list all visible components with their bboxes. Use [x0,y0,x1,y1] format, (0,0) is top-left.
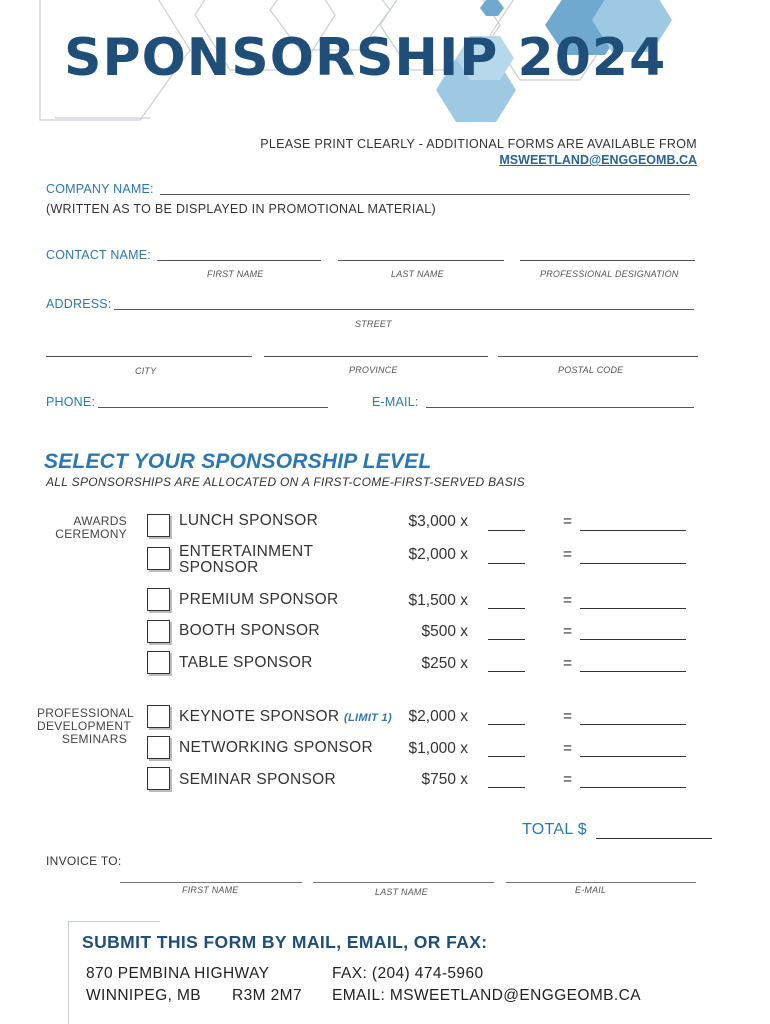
option-name: SEMINAR SPONSOR [179,771,336,788]
street-caption: STREET [355,319,392,329]
booth-sponsor-checkbox[interactable] [147,620,170,643]
option-name: NETWORKING SPONSOR [179,739,373,756]
price-value: $500 [421,623,456,640]
amount-field[interactable] [580,608,686,609]
times-sign: x [460,708,468,725]
price-value: $750 [421,771,456,788]
equals-sign: = [563,655,573,672]
option-price [409,592,468,610]
option-price [409,740,468,758]
quantity-field[interactable] [488,756,525,757]
amount-field[interactable] [580,724,686,725]
company-name-label: COMPANY NAME: [46,182,154,196]
price-value: $2,000 [408,708,456,725]
equals-sign: = [563,740,573,757]
amount-field[interactable] [580,639,686,640]
networking-sponsor-checkbox[interactable] [147,736,170,759]
invoice-last-name-field[interactable] [313,882,494,883]
company-name-note: (WRITTEN AS TO BE DISPLAYED IN PROMOTIONAL MATERIAL) [46,202,436,216]
equals-sign: = [563,623,573,640]
sponsorship-section-subtitle: ALL SPONSORSHIPS ARE ALLOCATED ON A FIRST-COME-FIRST-SERVED BASIS [46,475,525,489]
times-sign: x [460,546,468,563]
option-price [421,655,468,673]
keynote-sponsor-checkbox[interactable] [147,705,170,728]
print-instruction: PLEASE PRINT CLEARLY - ADDITIONAL FORMS ARE AVAILABLE FROM [260,137,697,151]
entertainment-sponsor-checkbox[interactable] [147,547,170,570]
street-field[interactable] [114,309,694,310]
price-value: $3,000 [408,513,456,530]
first-name-caption: FIRST NAME [207,269,264,279]
option-price [409,546,468,564]
lunch-sponsor-checkbox[interactable] [147,514,170,537]
email-label: E-MAIL: [372,395,419,409]
option-name: PREMIUM SPONSOR [179,591,339,608]
mail-address-line: 870 PEMBINA HIGHWAY [86,965,270,982]
option-price [409,513,468,531]
times-sign: x [460,771,468,788]
mail-city: WINNIPEG, MB [86,987,202,1004]
amount-field[interactable] [580,563,686,564]
price-value: $2,000 [408,546,456,563]
mail-postal-code: R3M 2M7 [232,987,302,1004]
province-field[interactable] [264,356,488,357]
premium-sponsor-checkbox[interactable] [147,588,170,611]
amount-field[interactable] [580,756,686,757]
group-label-awards: AWARDS CEREMONY [55,514,127,541]
equals-sign: = [563,546,573,563]
email-field[interactable] [426,407,694,408]
option-name: TABLE SPONSOR [179,654,313,671]
option-name: ENTERTAINMENT SPONSOR [179,543,314,576]
quantity-field[interactable] [488,724,525,725]
amount-field[interactable] [580,530,686,531]
submit-divider-vertical [68,921,69,1024]
equals-sign: = [563,592,573,609]
contact-name-label: CONTACT NAME: [46,248,151,262]
last-name-caption: LAST NAME [391,269,444,279]
equals-sign: = [563,771,573,788]
group-label-pd: PROFESSIONAL DEVELOPMENT SEMINARS [37,706,134,746]
quantity-field[interactable] [488,639,525,640]
table-sponsor-checkbox[interactable] [147,651,170,674]
invoice-last-name-caption: LAST NAME [375,887,428,897]
invoice-email-field[interactable] [506,882,696,883]
invoice-email-caption: E-MAIL [575,885,607,895]
price-value: $250 [421,655,456,672]
amount-field[interactable] [580,671,686,672]
submit-email[interactable]: EMAIL: MSWEETLAND@ENGGEOMB.CA [332,987,641,1004]
designation-caption: PROFESSIONAL DESIGNATION [540,269,679,279]
option-price [421,623,468,641]
postal-code-field[interactable] [498,356,698,357]
fax-number: FAX: (204) 474-5960 [332,965,484,982]
times-sign: x [460,655,468,672]
total-label: TOTAL $ [522,821,587,838]
sponsorship-section-title: SELECT YOUR SPONSORSHIP LEVEL [44,450,432,473]
option-label: KEYNOTE SPONSOR [179,708,340,725]
forms-email-link[interactable]: MSWEETLAND@ENGGEOMB.CA [499,153,697,167]
price-value: $1,500 [408,592,456,609]
invoice-first-name-field[interactable] [120,882,302,883]
quantity-field[interactable] [488,671,525,672]
option-name: BOOTH SPONSOR [179,622,320,639]
quantity-field[interactable] [488,787,525,788]
option-price [421,771,468,789]
amount-field[interactable] [580,787,686,788]
quantity-field[interactable] [488,563,525,564]
address-label: ADDRESS: [46,297,112,311]
equals-sign: = [563,513,573,530]
contact-last-name-field[interactable] [338,260,504,261]
seminar-sponsor-checkbox[interactable] [147,767,170,790]
submit-divider [68,921,160,922]
postal-code-caption: POSTAL CODE [558,365,624,375]
limit-note: (LIMIT 1) [344,712,392,724]
quantity-field[interactable] [488,608,525,609]
company-name-field[interactable] [160,194,690,195]
province-caption: PROVINCE [349,365,398,375]
times-sign: x [460,592,468,609]
option-name: LUNCH SPONSOR [179,512,319,529]
option-name [179,709,392,726]
total-field[interactable] [596,838,712,839]
times-sign: x [460,740,468,757]
invoice-first-name-caption: FIRST NAME [182,885,239,895]
city-field[interactable] [46,356,252,357]
equals-sign: = [563,708,573,725]
page-title: SPONSORSHIP 2024 [64,28,667,88]
city-caption: CITY [135,366,157,376]
price-value: $1,000 [408,740,456,757]
quantity-field[interactable] [488,530,525,531]
phone-label: PHONE: [46,395,96,409]
times-sign: x [460,623,468,640]
contact-designation-field[interactable] [520,260,695,261]
option-price [409,708,468,726]
invoice-label: INVOICE TO: [46,854,122,868]
phone-field[interactable] [98,407,328,408]
submit-title: SUBMIT THIS FORM BY MAIL, EMAIL, OR FAX: [82,932,488,952]
times-sign: x [460,513,468,530]
contact-first-name-field[interactable] [157,260,321,261]
